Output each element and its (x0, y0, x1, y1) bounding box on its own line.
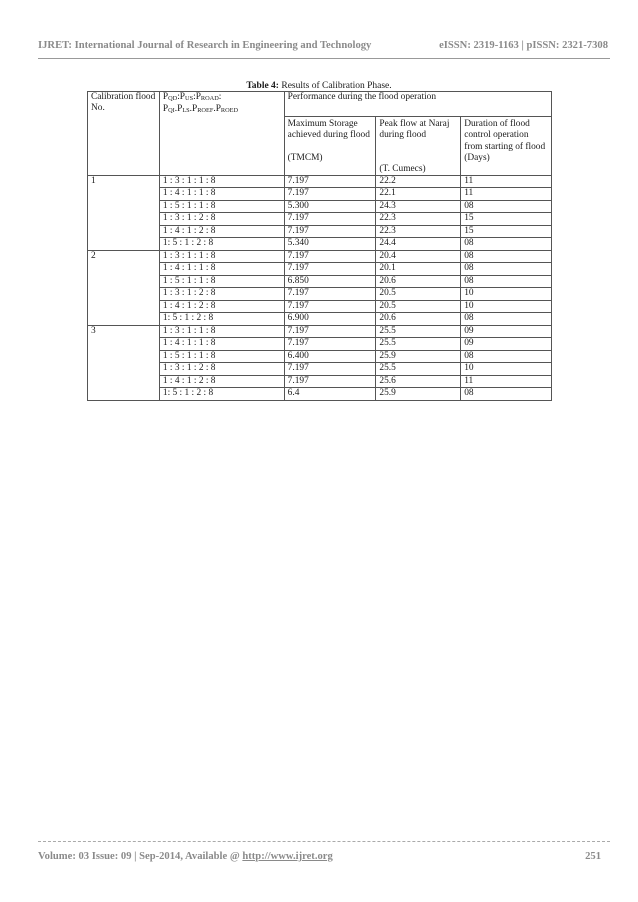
running-footer (38, 851, 601, 862)
storage-cell: 7.197 (284, 300, 376, 313)
peak-flow-cell: 20.5 (376, 288, 461, 301)
duration-cell: 10 (461, 288, 552, 301)
duration-cell: 11 (461, 175, 552, 188)
duration-cell: 08 (461, 350, 552, 363)
peak-flow-cell: 22.2 (376, 175, 461, 188)
peak-flow-cell: 20.1 (376, 263, 461, 276)
storage-cell: 7.197 (284, 175, 376, 188)
ratio-cell: 1: 5 : 1 : 2 : 8 (159, 238, 284, 251)
storage-header-unit: (TMCM) (287, 152, 323, 163)
storage-cell: 6.900 (284, 313, 376, 326)
ratio-cell: 1 : 5 : 1 : 1 : 8 (159, 350, 284, 363)
ratio-cell: 1 : 4 : 1 : 2 : 8 (159, 225, 284, 238)
table-row (88, 175, 552, 188)
duration-cell: 08 (461, 313, 552, 326)
subscript: US (185, 95, 194, 102)
subscript: QD (168, 95, 178, 102)
ratio-cell: 1 : 4 : 1 : 2 : 8 (159, 300, 284, 313)
subscript: QI (168, 107, 175, 115)
ratio-symbol: .P (213, 104, 221, 115)
storage-cell: 6.400 (284, 350, 376, 363)
ratio-cell: 1 : 5 : 1 : 1 : 8 (159, 275, 284, 288)
ratio-symbol: : (218, 92, 222, 102)
peak-flow-cell: 22.3 (376, 225, 461, 238)
peak-flow-cell: 20.6 (376, 313, 461, 326)
duration-cell: 08 (461, 250, 552, 263)
duration-cell: 08 (461, 200, 552, 213)
duration-cell: 11 (461, 188, 552, 201)
peak-flow-cell: 25.9 (376, 350, 461, 363)
ratio-cell: 1: 5 : 1 : 2 : 8 (159, 388, 284, 401)
subscript: ROAD (200, 95, 219, 102)
peak-flow-cell: 24.3 (376, 200, 461, 213)
col-header-flood-no-cont (88, 117, 160, 176)
flood-number-cell: 1 (88, 175, 160, 250)
duration-cell: 09 (461, 325, 552, 338)
peak-flow-cell: 22.3 (376, 213, 461, 226)
storage-cell: 7.197 (284, 338, 376, 351)
col-header-ratio (159, 92, 284, 117)
storage-cell: 5.300 (284, 200, 376, 213)
table-row (88, 250, 552, 263)
col-header-storage (284, 117, 376, 176)
subscript: ROEF (197, 107, 214, 115)
ratio-symbol: :P (193, 92, 201, 102)
peak-flow-cell: 25.6 (376, 375, 461, 388)
flood-number-cell: 2 (88, 250, 160, 325)
running-header (38, 40, 608, 51)
table-caption-text: Results of Calibration Phase. (278, 81, 392, 91)
ratio-cell: 1 : 3 : 1 : 1 : 8 (159, 175, 284, 188)
storage-cell: 7.197 (284, 225, 376, 238)
peak-flow-cell: 20.5 (376, 300, 461, 313)
peak-header-text: Peak flow at Naraj during flood (379, 119, 450, 141)
ratio-symbol: P (162, 104, 169, 115)
col-header-duration (461, 117, 552, 176)
storage-cell: 7.197 (284, 363, 376, 376)
page-number: 251 (585, 851, 601, 862)
flood-number-cell: 3 (88, 325, 160, 400)
peak-flow-cell: 24.4 (376, 238, 461, 251)
ratio-cell: 1 : 3 : 1 : 1 : 8 (159, 250, 284, 263)
ratio-cell: 1 : 4 : 1 : 1 : 8 (159, 338, 284, 351)
col-header-flood-no: Calibration flood No. (88, 92, 160, 117)
duration-cell: 15 (461, 225, 552, 238)
peak-flow-cell: 20.4 (376, 250, 461, 263)
storage-cell: 5.340 (284, 238, 376, 251)
ratio-cell: 1 : 3 : 1 : 2 : 8 (159, 288, 284, 301)
ratio-symbol: :P (177, 92, 186, 102)
ratio-symbol: P (162, 92, 169, 102)
issn-info: eISSN: 2319-1163 | pISSN: 2321-7308 (439, 40, 608, 51)
peak-flow-cell: 25.5 (376, 363, 461, 376)
ratio-cell: 1 : 5 : 1 : 1 : 8 (159, 200, 284, 213)
duration-cell: 11 (461, 375, 552, 388)
storage-cell: 7.197 (284, 188, 376, 201)
col-header-ratio-cont (159, 117, 284, 176)
calibration-results-table (87, 91, 552, 401)
ratio-symbol: .P (189, 104, 198, 115)
storage-cell: 6.4 (284, 388, 376, 401)
duration-cell: 10 (461, 300, 552, 313)
duration-header-unit: (Days) (464, 152, 490, 163)
subscript: LS (182, 107, 190, 115)
ratio-cell: 1 : 4 : 1 : 2 : 8 (159, 375, 284, 388)
peak-header-unit: (T. Cumecs) (379, 163, 426, 174)
duration-cell: 08 (461, 388, 552, 401)
storage-header-text: Maximum Storage achieved during flood (287, 119, 370, 141)
table-subheader-row (88, 117, 552, 176)
subscript: ROED (220, 107, 239, 115)
ratio-cell: 1 : 3 : 1 : 1 : 8 (159, 325, 284, 338)
duration-cell: 08 (461, 238, 552, 251)
ratio-cell: 1 : 4 : 1 : 1 : 8 (159, 263, 284, 276)
peak-flow-cell: 22.1 (376, 188, 461, 201)
table-row (88, 325, 552, 338)
table-caption (0, 81, 638, 91)
journal-url-link[interactable]: http://www.ijret.org (242, 851, 333, 862)
ratio-symbol: .P (174, 104, 183, 115)
ratio-header-line2 (163, 104, 281, 116)
col-header-peak-flow (376, 117, 461, 176)
volume-info: Volume: 03 Issue: 09 | Sep-2014, Available @ (38, 851, 243, 862)
journal-name: IJRET: International Journal of Research in Engineering and Technology (38, 40, 372, 51)
storage-cell: 7.197 (284, 375, 376, 388)
ratio-cell: 1 : 3 : 1 : 2 : 8 (159, 213, 284, 226)
storage-cell: 7.197 (284, 325, 376, 338)
storage-cell: 7.197 (284, 288, 376, 301)
duration-cell: 10 (461, 363, 552, 376)
storage-cell: 7.197 (284, 250, 376, 263)
table-header-row (88, 92, 552, 117)
duration-cell: 09 (461, 338, 552, 351)
storage-cell: 6.850 (284, 275, 376, 288)
peak-flow-cell: 25.5 (376, 338, 461, 351)
duration-cell: 15 (461, 213, 552, 226)
ratio-cell: 1 : 4 : 1 : 1 : 8 (159, 188, 284, 201)
duration-cell: 08 (461, 275, 552, 288)
duration-cell: 08 (461, 263, 552, 276)
peak-flow-cell: 25.9 (376, 388, 461, 401)
storage-cell: 7.197 (284, 263, 376, 276)
ratio-header-line1 (163, 92, 281, 104)
table-caption-label: Table 4: (246, 81, 279, 91)
header-rule (38, 58, 610, 59)
footer-rule (38, 841, 610, 842)
ratio-cell: 1 : 3 : 1 : 2 : 8 (159, 363, 284, 376)
storage-cell: 7.197 (284, 213, 376, 226)
duration-header-text: Duration of flood control operation from starting of flood (464, 119, 546, 152)
ratio-cell: 1: 5 : 1 : 2 : 8 (159, 313, 284, 326)
peak-flow-cell: 20.6 (376, 275, 461, 288)
peak-flow-cell: 25.5 (376, 325, 461, 338)
col-header-performance: Performance during the flood operation (284, 92, 551, 117)
